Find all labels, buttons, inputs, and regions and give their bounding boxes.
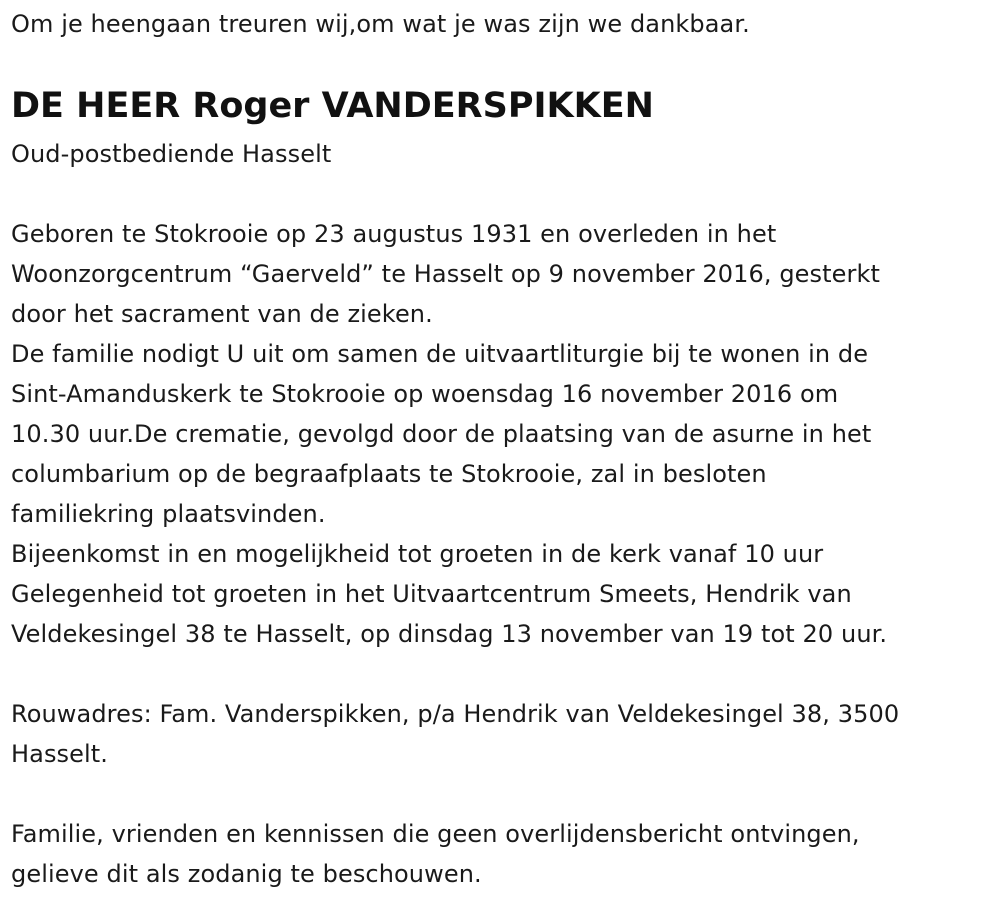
body-line: Gelegenheid tot groeten in het Uitvaartcentrum Smeets, Hendrik van (11, 580, 852, 608)
body-line: familiekring plaatsvinden. (11, 500, 326, 528)
body-line: door het sacrament van de zieken. (11, 300, 433, 328)
body-line: Veldekesingel 38 te Hasselt, op dinsdag 13 november van 19 tot 20 uur. (11, 620, 888, 648)
occupation: Oud-postbediende Hasselt (11, 140, 332, 168)
body-line: Sint-Amanduskerk te Stokrooie op woensdag 16 november 2016 om (11, 380, 839, 408)
body-line: Bijeenkomst in en mogelijkheid tot groeten in de kerk vanaf 10 uur (11, 540, 824, 568)
mourning-address (11, 694, 899, 774)
motto: Om je heengaan treuren wij,om wat je was zijn we dankbaar. (11, 10, 750, 38)
address-line: Rouwadres: Fam. Vanderspikken, p/a Hendrik van Veldekesingel 38, 3500 (11, 700, 900, 728)
address-line: Hasselt. (11, 740, 109, 768)
closing-line: Familie, vrienden en kennissen die geen overlijdensbericht ontvingen, (11, 820, 860, 848)
body-line: Woonzorgcentrum “Gaerveld” te Hasselt op 9 november 2016, gesterkt (11, 260, 880, 288)
closing-line: gelieve dit als zodanig te beschouwen. (11, 860, 482, 888)
obituary-body (11, 214, 887, 654)
closing-note (11, 814, 860, 894)
deceased-name: DE HEER Roger VANDERSPIKKEN (11, 86, 654, 126)
body-line: 10.30 uur.De crematie, gevolgd door de plaatsing van de asurne in het (11, 420, 872, 448)
body-line: De familie nodigt U uit om samen de uitvaartliturgie bij te wonen in de (11, 340, 869, 368)
body-line: columbarium op de begraafplaats te Stokrooie, zal in besloten (11, 460, 767, 488)
body-line: Geboren te Stokrooie op 23 augustus 1931 en overleden in het (11, 220, 777, 248)
